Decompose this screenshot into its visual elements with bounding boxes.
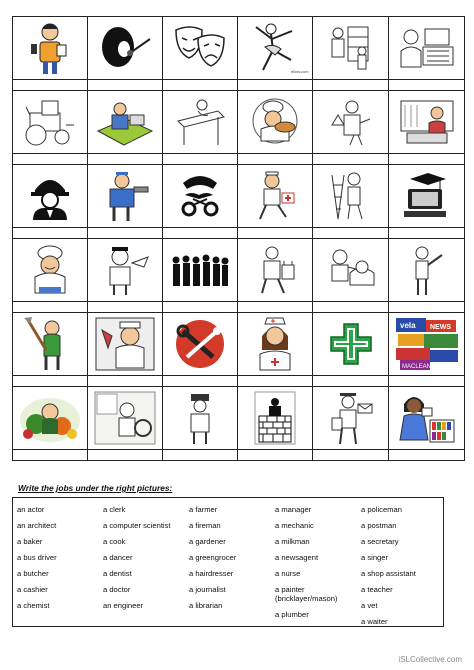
word-item: a cook bbox=[103, 537, 126, 546]
label-cell[interactable] bbox=[88, 154, 163, 165]
word-item: a secretary bbox=[361, 537, 399, 546]
word-item: a hairdresser bbox=[189, 569, 234, 578]
picture-cell bbox=[13, 239, 88, 302]
milkman-icon bbox=[248, 243, 302, 297]
picture-cell bbox=[163, 313, 238, 376]
doctor-icon bbox=[322, 21, 380, 75]
picture-cell bbox=[238, 17, 313, 80]
word-item: a farmer bbox=[189, 505, 218, 514]
picture-cell bbox=[163, 165, 238, 228]
word-item: a painter (bricklayer/mason) bbox=[275, 585, 338, 603]
butcher-icon bbox=[94, 316, 156, 372]
word-item: a butcher bbox=[17, 569, 49, 578]
farmer-tractor-icon bbox=[22, 95, 78, 149]
word-item: a dentist bbox=[103, 569, 132, 578]
instruction-heading: Write the jobs under the right pictures: bbox=[18, 483, 173, 493]
word-bank bbox=[12, 497, 444, 627]
picture-cell bbox=[88, 313, 163, 376]
dentist-icon bbox=[322, 243, 380, 297]
word-item: an engineer bbox=[103, 601, 144, 610]
picture-cell bbox=[389, 239, 465, 302]
word-item: a policeman bbox=[361, 505, 402, 514]
policeman-icon bbox=[177, 390, 223, 446]
word-item: a plumber bbox=[275, 610, 309, 619]
plumber-icon bbox=[98, 169, 152, 223]
label-cell[interactable] bbox=[163, 228, 238, 239]
word-item: a singer bbox=[361, 553, 389, 562]
label-cell[interactable] bbox=[13, 80, 88, 91]
word-item: a dancer bbox=[103, 553, 133, 562]
label-cell[interactable] bbox=[313, 228, 389, 239]
label-cell[interactable] bbox=[238, 376, 313, 387]
word-column-5 bbox=[361, 502, 416, 630]
singer-icon bbox=[96, 23, 154, 73]
label-cell[interactable] bbox=[389, 154, 465, 165]
chemist-icon bbox=[324, 95, 378, 149]
picture-cell bbox=[163, 239, 238, 302]
label-cell[interactable] bbox=[88, 80, 163, 91]
secretary-icon bbox=[397, 95, 457, 149]
label-cell[interactable] bbox=[238, 228, 313, 239]
picture-cell bbox=[313, 313, 389, 376]
label-cell[interactable] bbox=[238, 302, 313, 313]
label-cell[interactable] bbox=[88, 228, 163, 239]
word-item: a cashier bbox=[17, 585, 48, 594]
word-item: a librarian bbox=[189, 601, 223, 610]
dancer-icon bbox=[247, 21, 309, 75]
svg-text:MACLEANS: MACLEANS bbox=[401, 364, 435, 370]
label-cell[interactable] bbox=[238, 154, 313, 165]
word-item: a manager bbox=[275, 505, 312, 514]
svg-text:ellow.com: ellow.com bbox=[291, 69, 309, 74]
picture-cell bbox=[13, 387, 88, 450]
picture-cell bbox=[163, 387, 238, 450]
postman-icon bbox=[324, 390, 378, 446]
bricklayer-icon bbox=[253, 390, 297, 446]
picture-cell bbox=[88, 91, 163, 154]
label-cell[interactable] bbox=[313, 80, 389, 91]
word-item: a mechanic bbox=[275, 521, 314, 530]
word-item: an architect bbox=[17, 521, 57, 530]
newsagent-icon bbox=[394, 316, 460, 372]
label-cell[interactable] bbox=[163, 302, 238, 313]
word-item: a vet bbox=[361, 601, 378, 610]
picture-cell bbox=[238, 239, 313, 302]
picture-cell bbox=[238, 165, 313, 228]
word-item: a nurse bbox=[275, 569, 301, 578]
hairdresser-icon bbox=[175, 171, 225, 221]
bus-driver-icon bbox=[93, 390, 157, 446]
label-cell[interactable] bbox=[163, 80, 238, 91]
picture-cell bbox=[389, 313, 465, 376]
word-item: a chemist bbox=[17, 601, 50, 610]
word-item: an actor bbox=[17, 505, 45, 514]
picture-cell bbox=[13, 17, 88, 80]
picture-cell bbox=[163, 91, 238, 154]
pharmacy-cross-icon bbox=[327, 320, 375, 368]
teacher-icon bbox=[402, 243, 452, 297]
label-cell[interactable] bbox=[163, 154, 238, 165]
picture-cell bbox=[88, 239, 163, 302]
picture-grid bbox=[12, 16, 465, 461]
word-item: a teacher bbox=[361, 585, 393, 594]
word-column-4 bbox=[275, 502, 355, 623]
pilot-icon bbox=[98, 243, 152, 297]
cashier-icon bbox=[397, 21, 457, 75]
label-cell[interactable] bbox=[238, 80, 313, 91]
label-cell[interactable] bbox=[13, 376, 88, 387]
picture-cell bbox=[389, 387, 465, 450]
picture-cell bbox=[389, 165, 465, 228]
architect-icon bbox=[172, 95, 228, 149]
picture-cell bbox=[313, 91, 389, 154]
label-cell[interactable] bbox=[163, 450, 238, 461]
word-item: a postman bbox=[361, 521, 397, 530]
gardener-icon bbox=[22, 316, 78, 372]
word-item: a bus driver bbox=[17, 553, 57, 562]
label-cell[interactable] bbox=[313, 376, 389, 387]
computer-scientist-icon bbox=[400, 171, 454, 221]
mechanic-wrench-icon bbox=[171, 317, 229, 371]
label-cell[interactable] bbox=[389, 228, 465, 239]
picture-cell bbox=[163, 17, 238, 80]
word-item: a clerk bbox=[103, 505, 126, 514]
picture-cell bbox=[389, 17, 465, 80]
label-cell[interactable] bbox=[88, 376, 163, 387]
picture-cell bbox=[238, 387, 313, 450]
label-cell[interactable] bbox=[389, 80, 465, 91]
cook-icon bbox=[25, 243, 75, 297]
label-cell[interactable] bbox=[13, 450, 88, 461]
nurse-running-icon bbox=[248, 169, 302, 223]
label-cell[interactable] bbox=[13, 154, 88, 165]
word-item: a waiter bbox=[361, 617, 388, 626]
word-item: a greengrocer bbox=[189, 553, 237, 562]
word-column-3 bbox=[189, 502, 236, 614]
word-item: a doctor bbox=[103, 585, 131, 594]
picture-cell bbox=[88, 387, 163, 450]
greengrocer-icon bbox=[18, 390, 82, 446]
picture-cell bbox=[13, 165, 88, 228]
painter-icon bbox=[324, 169, 378, 223]
picture-cell bbox=[13, 313, 88, 376]
picture-cell bbox=[88, 165, 163, 228]
group-silhouette-icon bbox=[170, 250, 230, 290]
word-item: a newsagent bbox=[275, 553, 319, 562]
picture-cell bbox=[13, 91, 88, 154]
word-column-2 bbox=[103, 502, 171, 614]
label-cell[interactable] bbox=[389, 302, 465, 313]
svg-text:vela: vela bbox=[399, 321, 416, 330]
word-column-1 bbox=[17, 502, 57, 614]
site-watermark: iSLCollective.com bbox=[398, 655, 462, 664]
librarian-icon bbox=[396, 390, 458, 446]
label-cell[interactable] bbox=[13, 228, 88, 239]
nurse-icon bbox=[250, 316, 300, 372]
picture-cell bbox=[238, 313, 313, 376]
label-cell[interactable] bbox=[313, 154, 389, 165]
picture-cell bbox=[238, 91, 313, 154]
word-item: a gardener bbox=[189, 537, 226, 546]
label-cell[interactable] bbox=[389, 450, 465, 461]
picture-cell bbox=[389, 91, 465, 154]
label-cell[interactable] bbox=[313, 450, 389, 461]
picture-cell bbox=[313, 239, 389, 302]
word-item: a fireman bbox=[189, 521, 221, 530]
word-item: a milkman bbox=[275, 537, 310, 546]
word-item: a baker bbox=[17, 537, 43, 546]
baker-icon bbox=[249, 95, 301, 149]
svg-text:NEWS: NEWS bbox=[429, 324, 451, 331]
picture-cell bbox=[88, 17, 163, 80]
picture-cell bbox=[313, 17, 389, 80]
word-item: a shop assistant bbox=[361, 569, 416, 578]
reporter-icon bbox=[25, 20, 75, 76]
label-cell[interactable] bbox=[163, 376, 238, 387]
label-cell[interactable] bbox=[88, 450, 163, 461]
label-cell[interactable] bbox=[13, 302, 88, 313]
label-cell[interactable] bbox=[389, 376, 465, 387]
label-cell[interactable] bbox=[238, 450, 313, 461]
engineer-helmet-icon bbox=[25, 170, 75, 222]
picture-cell bbox=[313, 387, 389, 450]
label-cell[interactable] bbox=[313, 302, 389, 313]
word-item: a journalist bbox=[189, 585, 226, 594]
mechanic-icon bbox=[94, 95, 156, 149]
word-item: a computer scientist bbox=[103, 521, 171, 530]
picture-cell bbox=[313, 165, 389, 228]
theatre-masks-icon bbox=[172, 24, 228, 72]
label-cell[interactable] bbox=[88, 302, 163, 313]
